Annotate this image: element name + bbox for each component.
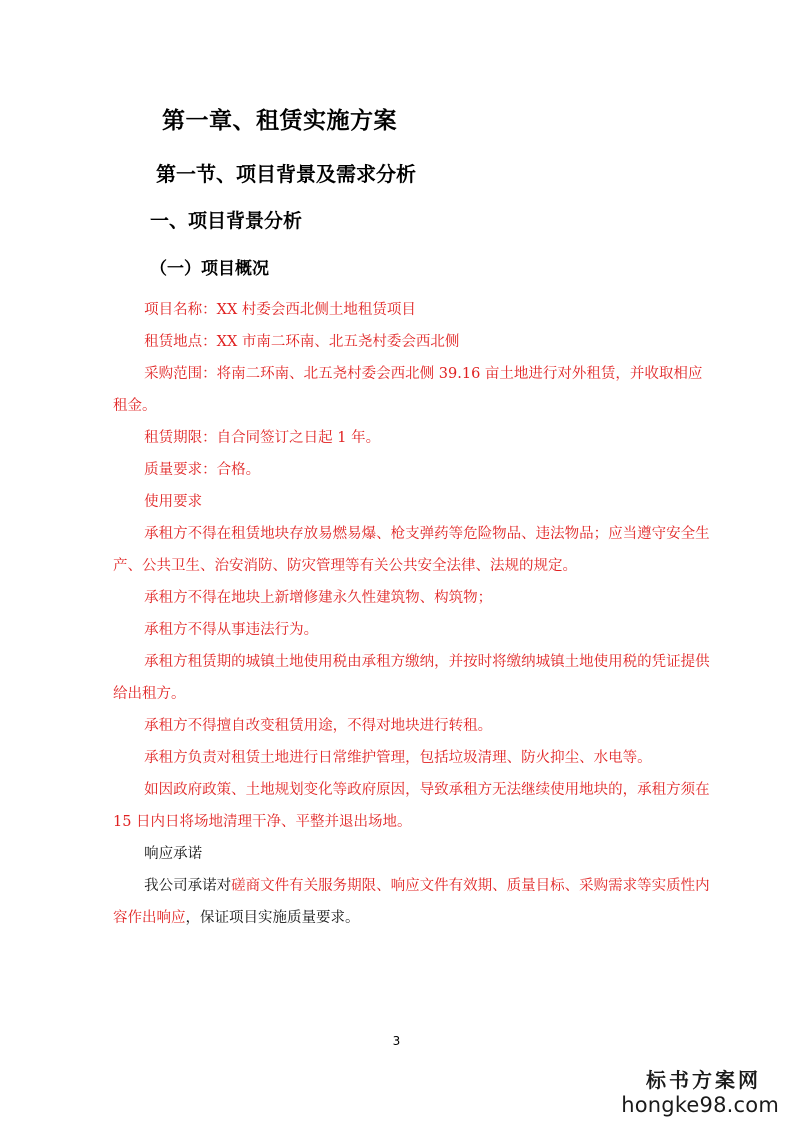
scope-paragraph: 采购范围：将南二环南、北五尧村委会西北侧 39.16 亩土地进行对外租赁，并收取相应租金。 [113,366,703,414]
usage-paragraph-3: 承租方不得从事违法行为。 [144,622,319,638]
watermark [621,1068,779,1118]
usage-paragraph-7: 如因政府政策、土地规划变化等政府原因，导致承租方无法继续使用地块的，承租方须在 15 日内日将场地清理干净、平整并退出场地。 [113,782,710,830]
watermark-title: 标书方案网 [646,1068,761,1092]
subsection-heading: 一、项目背景分析 [150,210,303,232]
response-title: 响应承诺 [144,846,203,862]
quality-paragraph: 质量要求：合格。 [144,462,261,478]
usage-paragraph-2: 承租方不得在地块上新增修建永久性建筑物、构筑物； [144,590,493,606]
commitment-highlight: 磋商文件有关服务期限、响应文件有效期、质量目标、采购需求等实质性内容作出响应 [113,878,710,926]
commitment-suffix: ，保证项目实施质量要求。 [185,910,360,926]
item-heading: （一）项目概况 [150,259,269,279]
usage-paragraph-4: 承租方租赁期的城镇土地使用税由承租方缴纳，并按时将缴纳城镇土地使用税的凭证提供给出租方。 [113,654,710,702]
commitment-prefix: 我公司承诺对 [144,878,232,894]
document-body [113,294,713,934]
usage-paragraph-1: 承租方不得在租赁地块存放易燃易爆、枪支弹药等危险物品、违法物品；应当遵守安全生产、公共卫生、治安消防、防灾管理等有关公共安全法律、法规的规定。 [113,526,710,574]
usage-title: 使用要求 [144,494,203,510]
usage-paragraph-6: 承租方负责对租赁土地进行日常维护管理，包括垃圾清理、防火抑尘、水电等。 [144,750,652,766]
page-number: 3 [392,1034,401,1048]
usage-paragraph-5: 承租方不得擅自改变租赁用途，不得对地块进行转租。 [144,718,493,734]
watermark-url: hongke98.com [621,1093,779,1117]
commitment-paragraph [113,870,713,934]
project-name-paragraph: 项目名称：XX 村委会西北侧土地租赁项目 [144,302,416,318]
location-paragraph: 租赁地点：XX 市南二环南、北五尧村委会西北侧 [144,334,460,350]
section-heading: 第一节、项目背景及需求分析 [156,162,416,186]
term-paragraph: 租赁期限：自合同签订之日起 1 年。 [144,430,381,446]
chapter-heading: 第一章、租赁实施方案 [162,108,397,134]
